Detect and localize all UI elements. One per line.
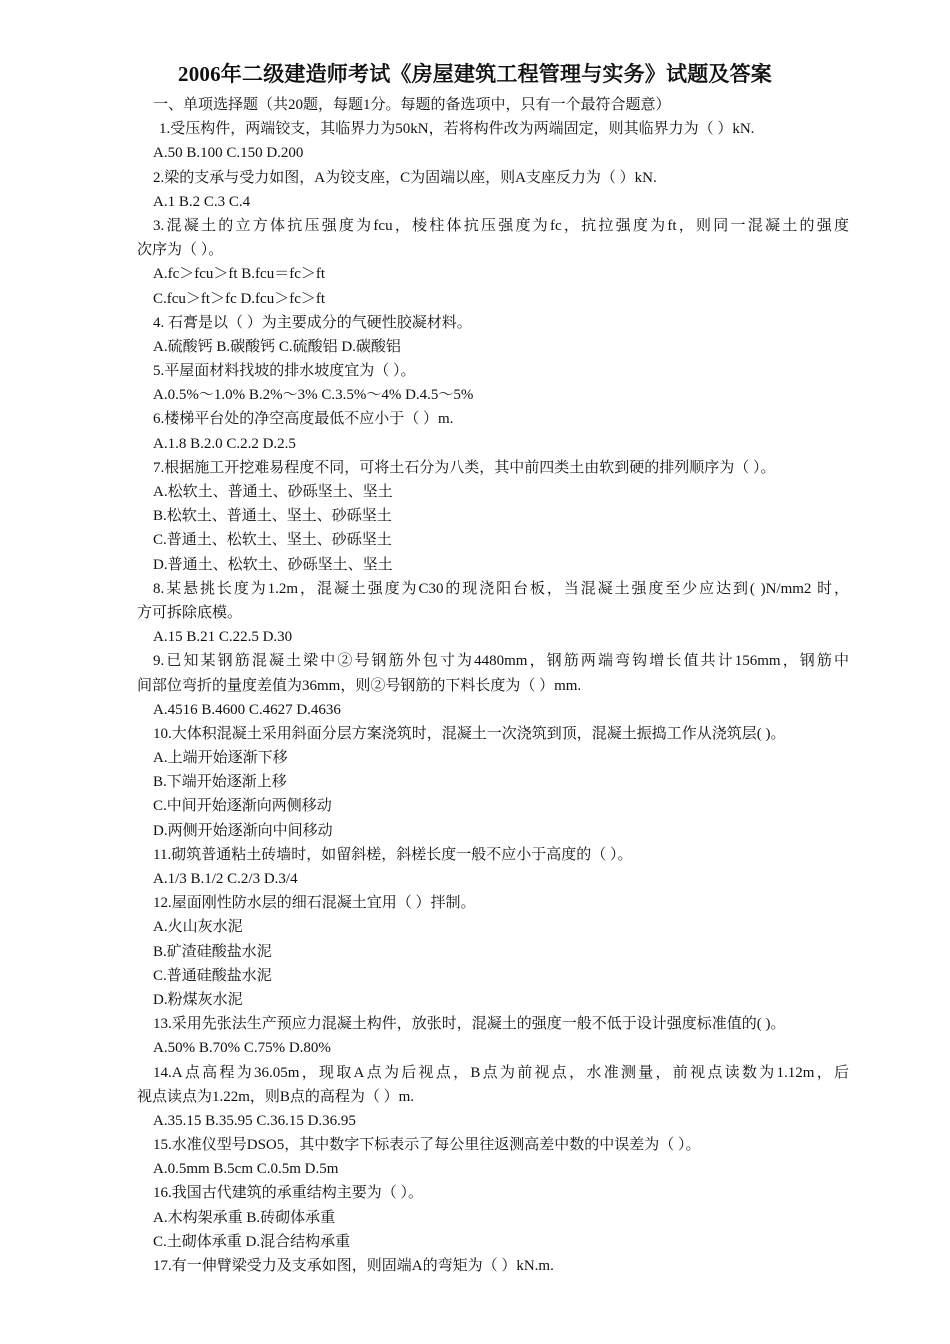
answer-options: A.4516 B.4600 C.4627 D.4636 xyxy=(153,701,341,718)
question-text: 2.梁的支承与受力如图，A为铰支座，C为固端以座，则A支座反力为（ ）kN. xyxy=(153,169,657,186)
answer-options: D.普通土、松软土、砂砾坚土、坚土 xyxy=(153,556,393,573)
answer-options: A.1/3 B.1/2 C.2/3 D.3/4 xyxy=(153,871,298,887)
question-text: 4. 石膏是以（ ）为主要成分的气硬性胶凝材料。 xyxy=(153,314,472,331)
answer-options: A.fc＞fcu＞ft B.fcu＝fc＞ft xyxy=(153,266,326,283)
answer-options: A.松软土、普通土、砂砾坚土、坚土 xyxy=(153,484,393,500)
answer-options: C.普通硅酸盐水泥 xyxy=(153,967,272,984)
question-text-continued: 方可拆除底模。 xyxy=(137,604,243,621)
question-text: 11.砌筑普通粘土砖墙时，如留斜槎，斜槎长度一般不应小于高度的（ ）。 xyxy=(153,846,633,863)
question-text: 10.大体积混凝土采用斜面分层方案浇筑时，混凝土一次浇筑到顶，混凝土振捣工作从浇筑层( )。 xyxy=(153,725,786,742)
answer-options: B.矿渣硅酸盐水泥 xyxy=(153,943,272,960)
answer-options: A.火山灰水泥 xyxy=(153,919,243,936)
answer-options: A.1 B.2 C.3 C.4 xyxy=(153,193,251,210)
question-text: 9.已知某钢筋混凝土梁中②号钢筋外包寸为4480mm，钢筋两端弯钩增长值共计156mm，钢筋中 xyxy=(153,653,849,670)
answer-options: A.50 B.100 C.150 D.200 xyxy=(153,145,304,162)
question-text: 7.根据施工开挖难易程度不同，可将土石分为八类，其中前四类土由软到硬的排列顺序为（ ）。 xyxy=(153,459,776,476)
answer-options: B.下端开始逐渐上移 xyxy=(153,774,287,791)
question-text-continued: 视点读点为1.22m，则B点的高程为（ ）m. xyxy=(137,1088,415,1105)
answer-options: A.1.8 B.2.0 C.2.2 D.2.5 xyxy=(153,435,296,452)
question-text: 14.A点高程为36.05m，现取A点为后视点，B点为前视点，水准测量，前视点读数为1.12m，后 xyxy=(153,1064,849,1081)
answer-options: A.硫酸钙 B.碳酸钙 C.硫酸铝 D.碳酸铝 xyxy=(153,338,401,355)
answer-options: A.50% B.70% C.75% D.80% xyxy=(153,1040,331,1057)
question-text: 17.有一伸臂梁受力及支承如图，则固端A的弯矩为（ ）kN.m. xyxy=(153,1258,554,1274)
question-text-continued: 间部位弯折的量度差值为36mm，则②号钢筋的下料长度为（ ）mm. xyxy=(137,677,582,694)
question-text: 16.我国古代建筑的承重结构主要为（ ）。 xyxy=(153,1185,424,1202)
answer-options: A.0.5%～1.0% B.2%～3% C.3.5%～4% D.4.5～5% xyxy=(153,387,474,404)
question-text: 12.屋面刚性防水层的细石混凝土宜用（ ）拌制。 xyxy=(153,895,476,912)
answer-options: A.35.15 B.35.95 C.36.15 D.36.95 xyxy=(153,1112,356,1129)
section-heading: 一、单项选择题（共20题，每题1分。每题的备选项中，只有一个最符合题意） xyxy=(153,97,671,113)
answer-options: A.上端开始逐渐下移 xyxy=(153,750,288,767)
question-text: 13.采用先张法生产预应力混凝土构件，放张时，混凝土的强度一般不低于设计强度标准值的( )。 xyxy=(153,1016,786,1033)
answer-options: D.两侧开始逐渐向中间移动 xyxy=(153,822,333,839)
answer-options: C.中间开始逐渐向两侧移动 xyxy=(153,798,332,815)
answer-options: B.松软土、普通土、坚土、砂砾坚土 xyxy=(153,508,392,525)
question-text: 1.受压构件，两端铰支，其临界力为50kN，若将构件改为两端固定，则其临界力为（ ）kN. xyxy=(159,121,755,138)
answer-options: A.15 B.21 C.22.5 D.30 xyxy=(153,629,293,646)
answer-options: C.普通土、松软土、坚土、砂砾坚土 xyxy=(153,532,392,549)
document-body xyxy=(137,93,849,1278)
question-text: 3.混凝土的立方体抗压强度为fcu，棱柱体抗压强度为fc，抗拉强度为ft，则同一混凝土的强度 xyxy=(153,217,849,234)
question-text: 5.平屋面材料找坡的排水坡度宜为（ ）。 xyxy=(153,363,416,380)
answer-options: C.fcu＞ft＞fc D.fcu＞fc＞ft xyxy=(153,290,326,307)
answer-options: C.土砌体承重 D.混合结构承重 xyxy=(153,1233,351,1250)
answer-options: A.木构架承重 B.砖砌体承重 xyxy=(153,1209,336,1226)
question-text: 8.某悬挑长度为1.2m，混凝土强度为C30的现浇阳台板，当混凝土强度至少应达到( )N/mm2 时， xyxy=(153,580,849,597)
answer-options: D.粉煤灰水泥 xyxy=(153,991,243,1008)
page-title: 2006年二级建造师考试《房屋建筑工程管理与实务》试题及答案 xyxy=(178,62,772,86)
question-text: 6.楼梯平台处的净空高度最低不应小于（ ）m. xyxy=(153,411,454,428)
question-text: 15.水准仪型号DSO5，其中数字下标表示了每公里往返测高差中数的中误差为（ ）。 xyxy=(153,1137,701,1154)
question-text-continued: 次序为（ ）。 xyxy=(137,242,224,259)
answer-options: A.0.5mm B.5cm C.0.5m D.5m xyxy=(153,1161,339,1178)
